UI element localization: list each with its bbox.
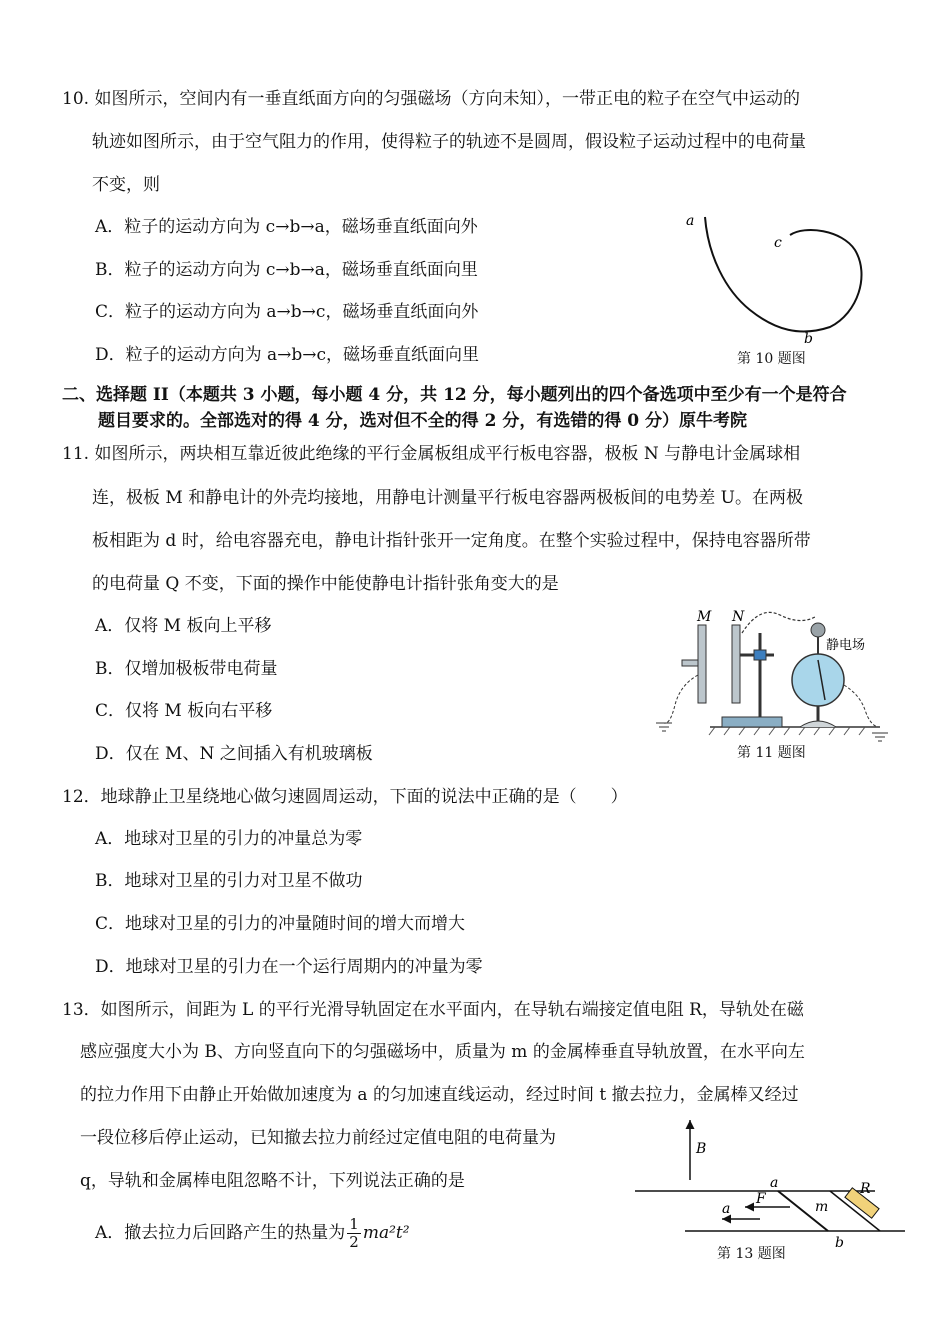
q10-option-b[interactable]: B．粒子的运动方向为 c→b→a，磁场垂直纸面向里 — [95, 260, 478, 280]
q11-wire-m-ground — [664, 675, 698, 723]
q11-meter-ball — [811, 623, 825, 637]
q13-label-a-arrow: a — [722, 1201, 731, 1217]
q11-option-a[interactable]: A．仅将 M 板向上平移 — [95, 616, 272, 636]
q13-label-a-top: a — [770, 1175, 779, 1191]
q13-label-m: m — [815, 1199, 829, 1215]
q10-label-b: b — [804, 331, 813, 347]
q11-line-2: 连，极板 M 和静电计的外壳均接地，用静电计测量平行板电容器两极板间的电势差 U。在两极 — [92, 488, 803, 508]
q11-line-4: 的电荷量 Q 不变，下面的操作中能使静电计指针张角变大的是 — [92, 574, 559, 594]
q10-trajectory-curve — [705, 217, 862, 332]
q10-option-d[interactable]: D．粒子的运动方向为 a→b→c，磁场垂直纸面向里 — [95, 345, 480, 365]
q10-line-3: 不变，则 — [92, 175, 160, 195]
q12-option-b[interactable]: B．地球对卫星的引力对卫星不做功 — [95, 871, 363, 891]
q11-plate-n — [732, 625, 740, 703]
q13-option-a-prefix: A．撤去拉力后回路产生的热量为 — [95, 1223, 346, 1243]
q13-option-a[interactable] — [95, 1213, 410, 1253]
q13-label-b: b — [835, 1235, 844, 1251]
q13-figure — [630, 1115, 910, 1255]
q12-option-a[interactable]: A．地球对卫星的引力的冲量总为零 — [95, 829, 363, 849]
q11-plate-m-handle — [682, 660, 698, 666]
q11-ground-symbol-left — [656, 723, 672, 731]
q13-caption: 第 13 题图 — [717, 1246, 786, 1262]
q13-label-B: B — [696, 1141, 707, 1157]
section2-line-2: 题目要求的。全部选对的得 4 分，选对但不全的得 2 分，有选错的得 0 分）原牛考院 — [98, 411, 747, 431]
q13-label-R: R — [860, 1181, 871, 1197]
q11-ground-symbol-right — [872, 733, 888, 741]
q11-option-b[interactable]: B．仅增加极板带电荷量 — [95, 659, 278, 679]
q11-meter-foot — [800, 721, 836, 727]
q11-meter-label: 静电场 — [826, 638, 866, 653]
section2-line-1: 二、选择题 II（本题共 3 小题，每小题 4 分，共 12 分，每小题列出的四个备选项中至少有一个是符合 — [62, 385, 847, 405]
q13-line-3: 的拉力作用下由静止开始做加速度为 a 的匀加速直线运动，经过时间 t 撤去拉力，金属棒又经过 — [80, 1085, 799, 1105]
q11-option-d[interactable]: D．仅在 M、N 之间插入有机玻璃板 — [95, 744, 373, 764]
q12-option-c[interactable]: C．地球对卫星的引力的冲量随时间的增大而增大 — [95, 914, 466, 934]
q11-figure — [650, 605, 900, 745]
q13-line-1: 13．如图所示，间距为 L 的平行光滑导轨固定在水平面内，在导轨右端接定值电阻 R，导轨处在磁 — [62, 1000, 804, 1020]
q13-option-a-denominator: 2 — [349, 1233, 359, 1251]
q11-wire-case-ground — [844, 685, 878, 727]
q13-label-F: F — [756, 1191, 766, 1207]
q10-option-c[interactable]: C．粒子的运动方向为 a→b→c，磁场垂直纸面向外 — [95, 302, 479, 322]
q10-label-a: a — [686, 213, 695, 229]
q11-label-n: N — [732, 609, 745, 625]
q12-line-1: 12．地球静止卫星绕地心做匀速圆周运动，下面的说法中正确的是（ ） — [62, 787, 628, 807]
q10-caption: 第 10 题图 — [737, 351, 806, 367]
q10-figure — [670, 205, 890, 370]
q10-label-c: c — [774, 235, 782, 251]
q13-line-4: 一段位移后停止运动，已知撤去拉力前经过定值电阻的电荷量为 — [80, 1128, 556, 1148]
q13-option-a-suffix: ma²t² — [362, 1223, 410, 1243]
q11-option-c[interactable]: C．仅将 M 板向右平移 — [95, 701, 273, 721]
q11-line-1: 11. 如图所示，两块相互靠近彼此绝缘的平行金属板组成平行板电容器，极板 N 与静电计金属球相 — [62, 444, 801, 464]
q11-clamp — [754, 650, 766, 660]
q12-option-d[interactable]: D．地球对卫星的引力在一个运行周期内的冲量为零 — [95, 957, 483, 977]
q13-option-a-fraction — [347, 1216, 361, 1251]
q10-line-1: 10. 如图所示，空间内有一垂直纸面方向的匀强磁场（方向未知），一带正电的粒子在空气中运动的 — [62, 89, 800, 109]
q13-line-2: 感应强度大小为 B、方向竖直向下的匀强磁场中，质量为 m 的金属棒垂直导轨放置，在水平向左 — [80, 1042, 805, 1062]
q11-caption: 第 11 题图 — [737, 745, 806, 761]
q10-option-a[interactable]: A．粒子的运动方向为 c→b→a，磁场垂直纸面向外 — [95, 217, 478, 237]
q11-stand-base — [722, 717, 782, 727]
q10-line-2: 轨迹如图所示，由于空气阻力的作用，使得粒子的轨迹不是圆周，假设粒子运动过程中的电荷量 — [92, 132, 806, 152]
q11-wire-n — [742, 612, 815, 633]
q11-label-m: M — [697, 609, 712, 625]
q11-ground-hatch — [709, 727, 865, 735]
q13-line-5: q，导轨和金属棒电阻忽略不计，下列说法正确的是 — [80, 1171, 465, 1191]
q11-plate-m — [698, 625, 706, 703]
q13-option-a-numerator: 1 — [349, 1215, 359, 1233]
q11-line-3: 板相距为 d 时，给电容器充电，静电计指针张开一定角度。在整个实验过程中，保持电容器所带 — [92, 531, 811, 551]
